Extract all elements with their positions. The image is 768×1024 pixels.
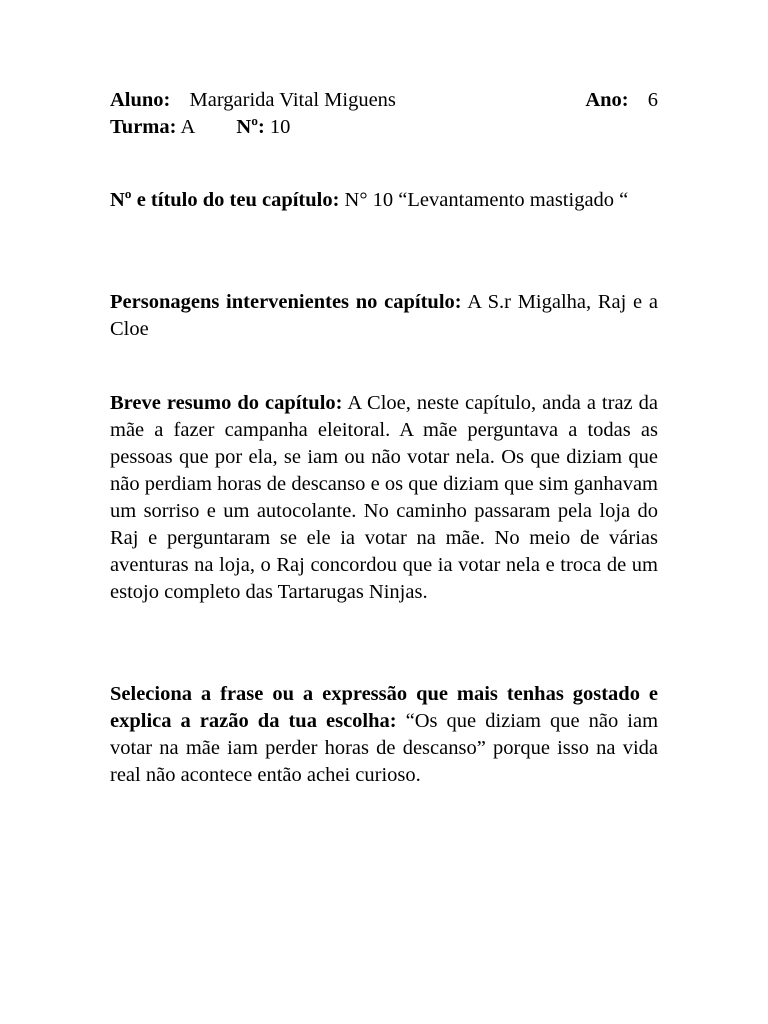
characters-text: A S.r Migalha, Raj e a Cloe xyxy=(110,291,658,340)
characters-paragraph xyxy=(110,289,658,343)
year-field xyxy=(585,87,658,114)
phrase-paragraph xyxy=(110,681,658,789)
year-label: Ano: xyxy=(585,89,629,111)
chapter-label: Nº e título do teu capítulo: xyxy=(110,189,340,211)
summary-text: A Cloe, neste capítulo, anda a traz da mãe a fazer campanha eleitoral. A mãe perguntava a todas as pessoas que por ela, se iam ou não votar nela. Os que diziam que não perdiam horas de descanso e os que diziam que sim ganhavam um sorriso e um autocolante. No caminho passaram pela loja do Raj e perguntaram se ele ia votar na mãe. No meio de várias aventuras na loja, o Raj concordou que ia votar nela e troca de um estojo completo das Tartarugas Ninjas. xyxy=(110,392,659,603)
phrase-label: Seleciona a frase ou a expressão que mais tenhas gostado e explica a razão da tua escolha: xyxy=(110,683,658,732)
number-label: Nº: xyxy=(236,116,265,138)
characters-label: Personagens intervenientes no capítulo: xyxy=(110,291,462,313)
class-row xyxy=(110,114,658,141)
year-value: 6 xyxy=(647,89,658,111)
student-header xyxy=(110,87,658,141)
class-value: A xyxy=(180,116,195,138)
class-label: Turma: xyxy=(110,116,177,138)
summary-label: Breve resumo do capítulo: xyxy=(110,392,343,414)
chapter-paragraph xyxy=(110,187,658,214)
summary-paragraph xyxy=(110,390,658,606)
student-label: Aluno: xyxy=(110,89,171,111)
student-row xyxy=(110,87,658,114)
phrase-text: “Os que diziam que não iam votar na mãe iam perder horas de descanso” porque isso na vida real não acontece então achei curioso. xyxy=(110,710,659,786)
number-value: 10 xyxy=(269,116,291,138)
chapter-text: N° 10 “Levantamento mastigado “ xyxy=(344,189,629,211)
student-name: Margarida Vital Miguens xyxy=(189,89,396,111)
student-name-field xyxy=(110,87,396,114)
